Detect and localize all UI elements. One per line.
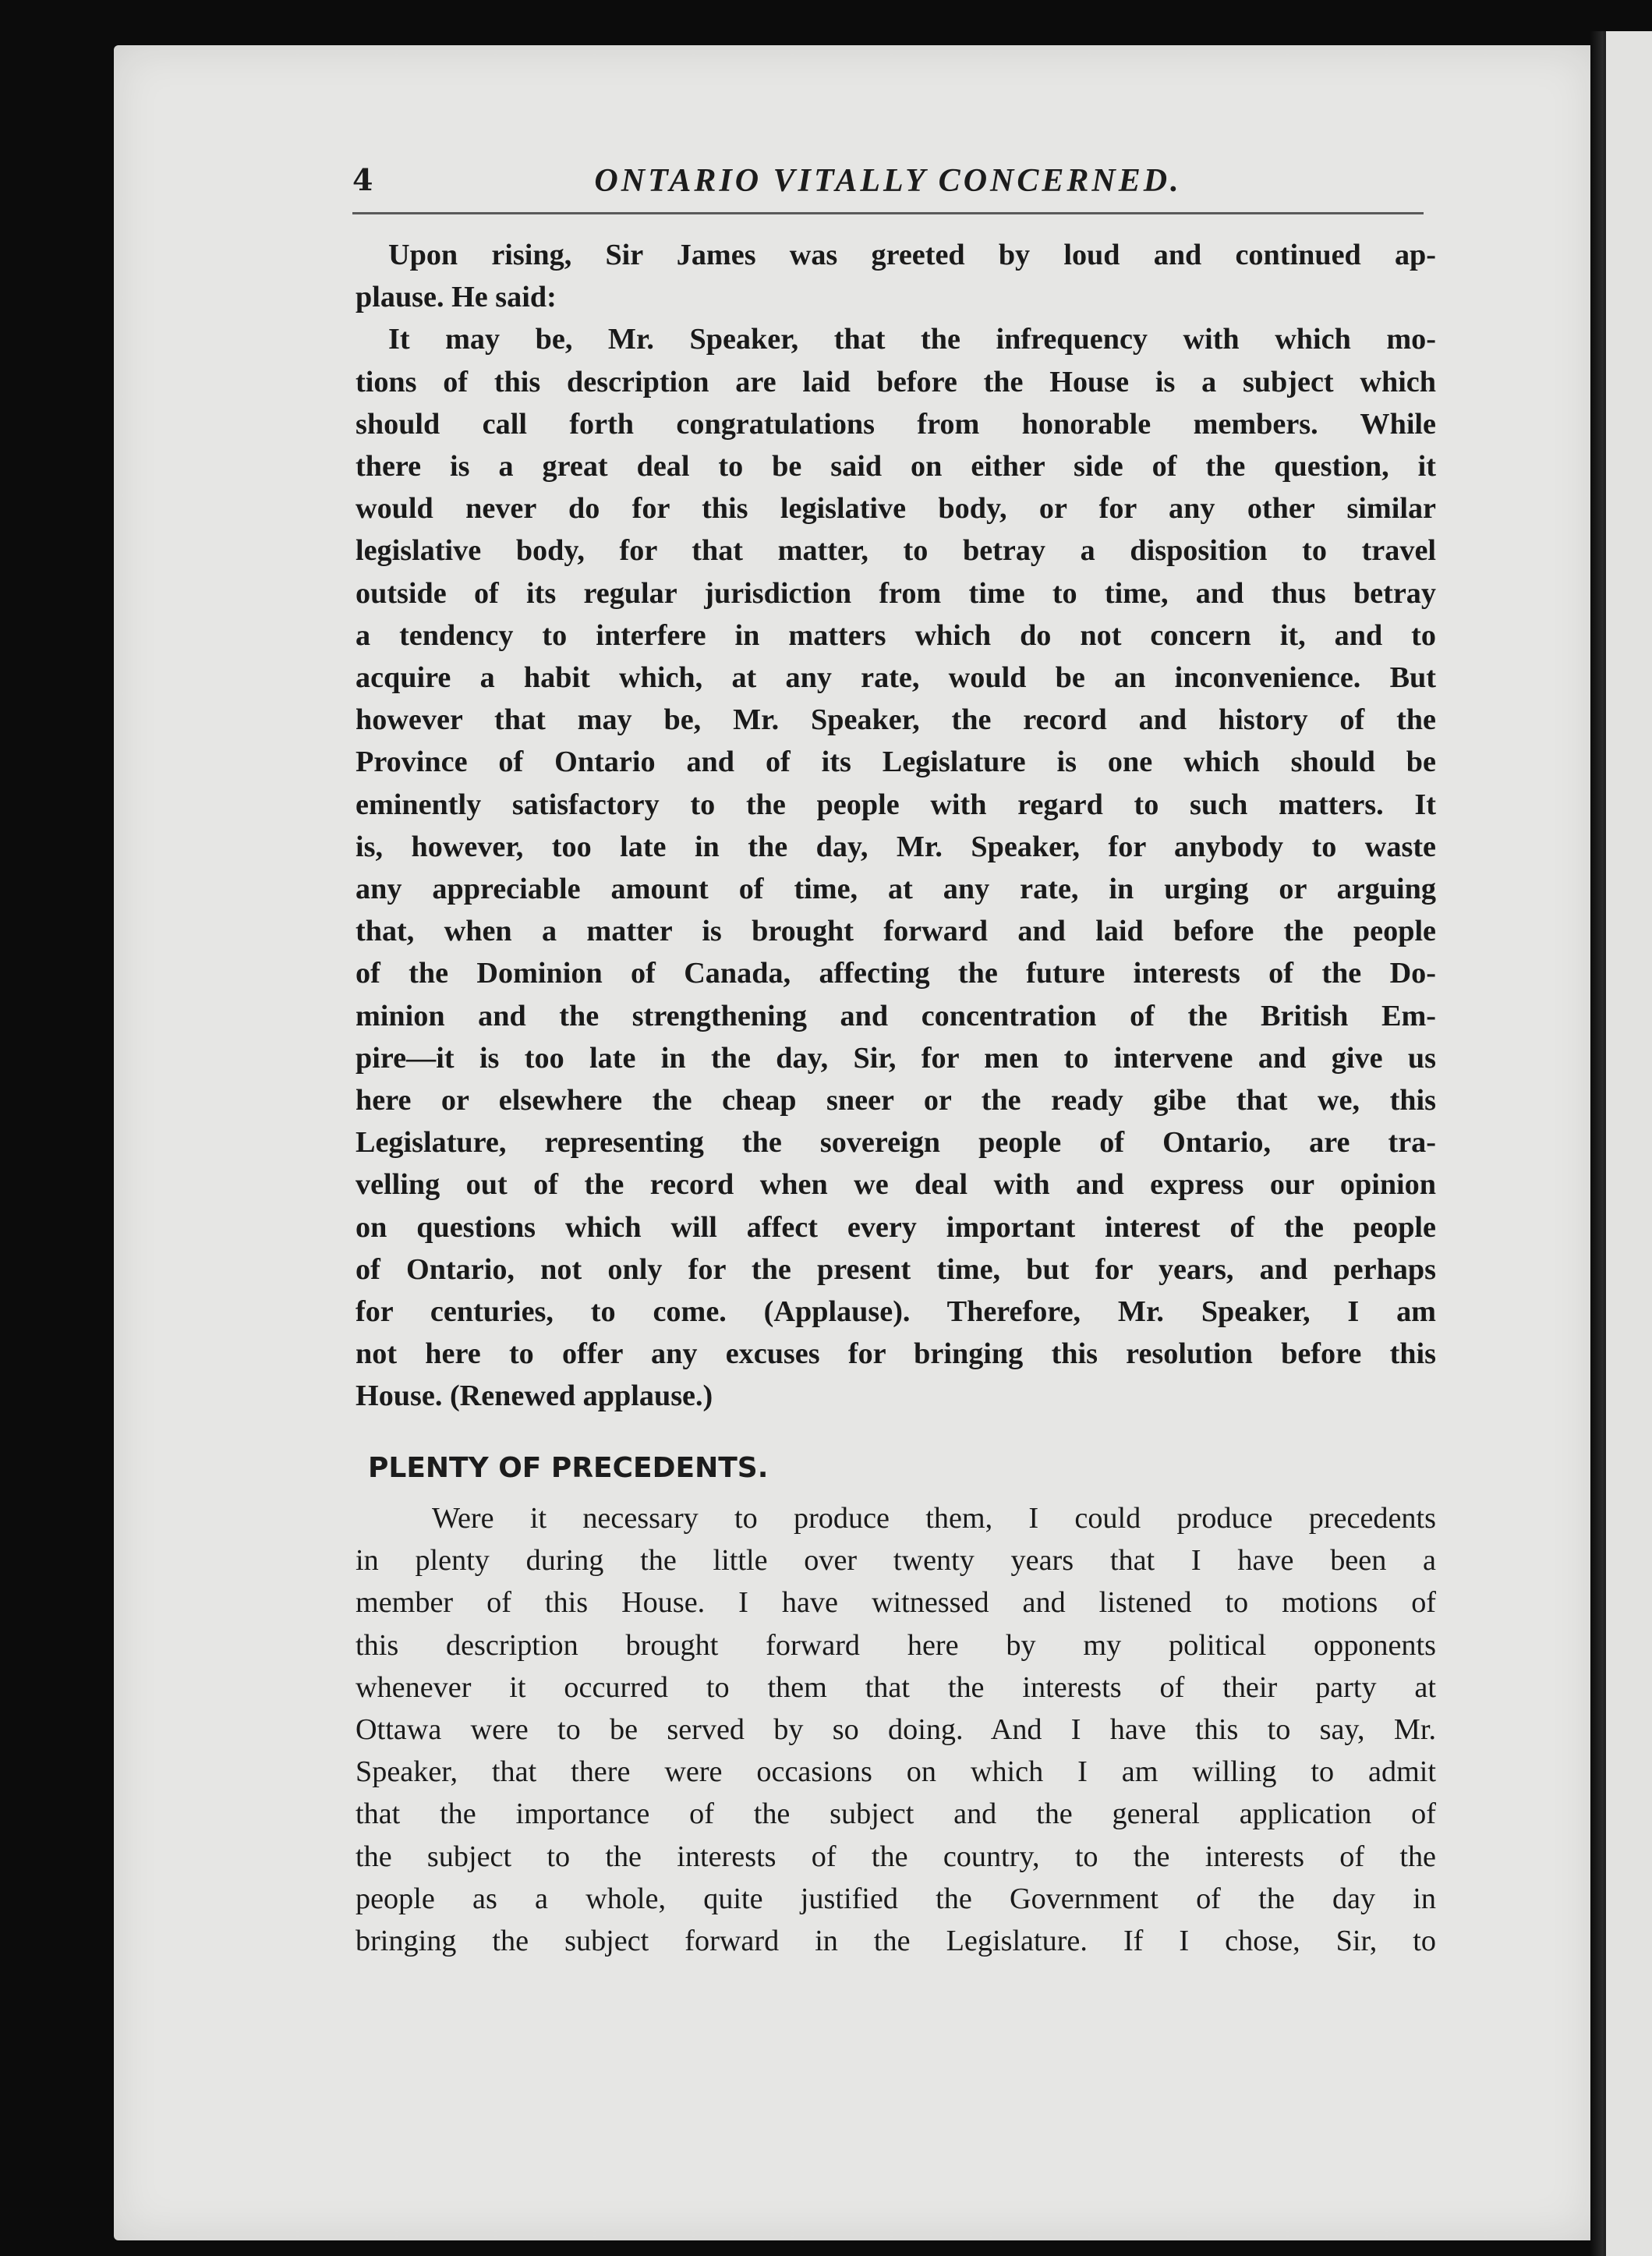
text-line: that, when a matter is brought forward and laid before the people — [356, 915, 1436, 948]
header-rule — [352, 212, 1424, 214]
section-paragraph — [356, 1497, 1436, 1962]
text-line: whenever it occurred to them that the interests of their party at — [356, 1670, 1436, 1704]
page-number: 4 — [352, 162, 373, 197]
text-line: on questions which will affect every important interest of the people — [356, 1210, 1436, 1244]
text-line: that the importance of the subject and the general application of — [356, 1797, 1436, 1831]
running-title: ONTARIO VITALLY CONCERNED. — [594, 163, 1182, 199]
text-line: the subject to the interests of the country, to the interests of the — [356, 1840, 1436, 1873]
text-line: legislative body, for that matter, to betray a disposition to travel — [356, 534, 1436, 568]
text-line: would never do for this legislative body, or for any other similar — [356, 492, 1436, 526]
text-line: velling out of the record when we deal with and express our opinion — [356, 1168, 1436, 1202]
text-line: Province of Ontario and of its Legislature is one which should be — [356, 746, 1436, 779]
text-line: of Ontario, not only for the present time, but for years, and perhaps — [356, 1252, 1436, 1286]
section-heading: PLENTY OF PRECEDENTS. — [368, 1452, 769, 1484]
text-line: tions of this description are laid before the House is a subject which — [356, 365, 1436, 398]
text-line: plause. He said: — [356, 281, 557, 314]
text-line: Speaker, that there were occasions on which I am willing to admit — [356, 1755, 1436, 1789]
text-line: any appreciable amount of time, at any rate, in urging or arguing — [356, 873, 1436, 906]
text-line: a tendency to interfere in matters which do not concern it, and to — [356, 618, 1436, 652]
text-line: there is a great deal to be said on either side of the question, it — [356, 450, 1436, 483]
text-line: people as a whole, quite justified the Government of the day in — [356, 1882, 1436, 1915]
text-line: Were it necessary to produce them, I could produce precedents — [432, 1502, 1436, 1535]
text-line: of the Dominion of Canada, affecting the future interests of the Do- — [356, 957, 1436, 990]
text-line: Upon rising, Sir James was greeted by loud and continued ap- — [388, 239, 1436, 271]
text-line: It may be, Mr. Speaker, that the infrequency with which mo- — [388, 323, 1436, 356]
text-line: minion and the strengthening and concentration of the British Em- — [356, 999, 1436, 1032]
text-line: here or elsewhere the cheap sneer or the ready gibe that we, this — [356, 1084, 1436, 1117]
text-line: eminently satisfactory to the people with regard to such matters. It — [356, 788, 1436, 821]
opening-and-speech-text — [356, 234, 1436, 1418]
text-line: Ottawa were to be served by so doing. And I have this to say, Mr. — [356, 1713, 1436, 1747]
text-line: outside of its regular jurisdiction from time to time, and thus betray — [356, 576, 1436, 610]
text-line: should call forth congratulations from honorable members. While — [356, 407, 1436, 441]
text-line: acquire a habit which, at any rate, would be an inconvenience. But — [356, 661, 1436, 695]
text-line: is, however, too late in the day, Mr. Speaker, for anybody to waste — [356, 830, 1436, 863]
text-line: not here to offer any excuses for bringing this resolution before this — [356, 1337, 1436, 1371]
text-line: in plenty during the little over twenty years that I have been a — [356, 1544, 1436, 1578]
facing-page-edge — [1606, 31, 1652, 2256]
text-line: this description brought forward here by my political opponents — [356, 1628, 1436, 1662]
text-line: however that may be, Mr. Speaker, the record and history of the — [356, 703, 1436, 737]
text-line: Legislature, representing the sovereign people of Ontario, are tra- — [356, 1126, 1436, 1160]
text-line: member of this House. I have witnessed and listened to motions of — [356, 1586, 1436, 1620]
text-line: bringing the subject forward in the Legislature. If I chose, Sir, to — [356, 1925, 1436, 1958]
page-header — [352, 162, 1424, 209]
text-line: pire—it is too late in the day, Sir, for men to intervene and give us — [356, 1041, 1436, 1075]
text-line: for centuries, to come. (Applause). Therefore, Mr. Speaker, I am — [356, 1295, 1436, 1329]
text-line: House. (Renewed applause.) — [356, 1379, 713, 1413]
